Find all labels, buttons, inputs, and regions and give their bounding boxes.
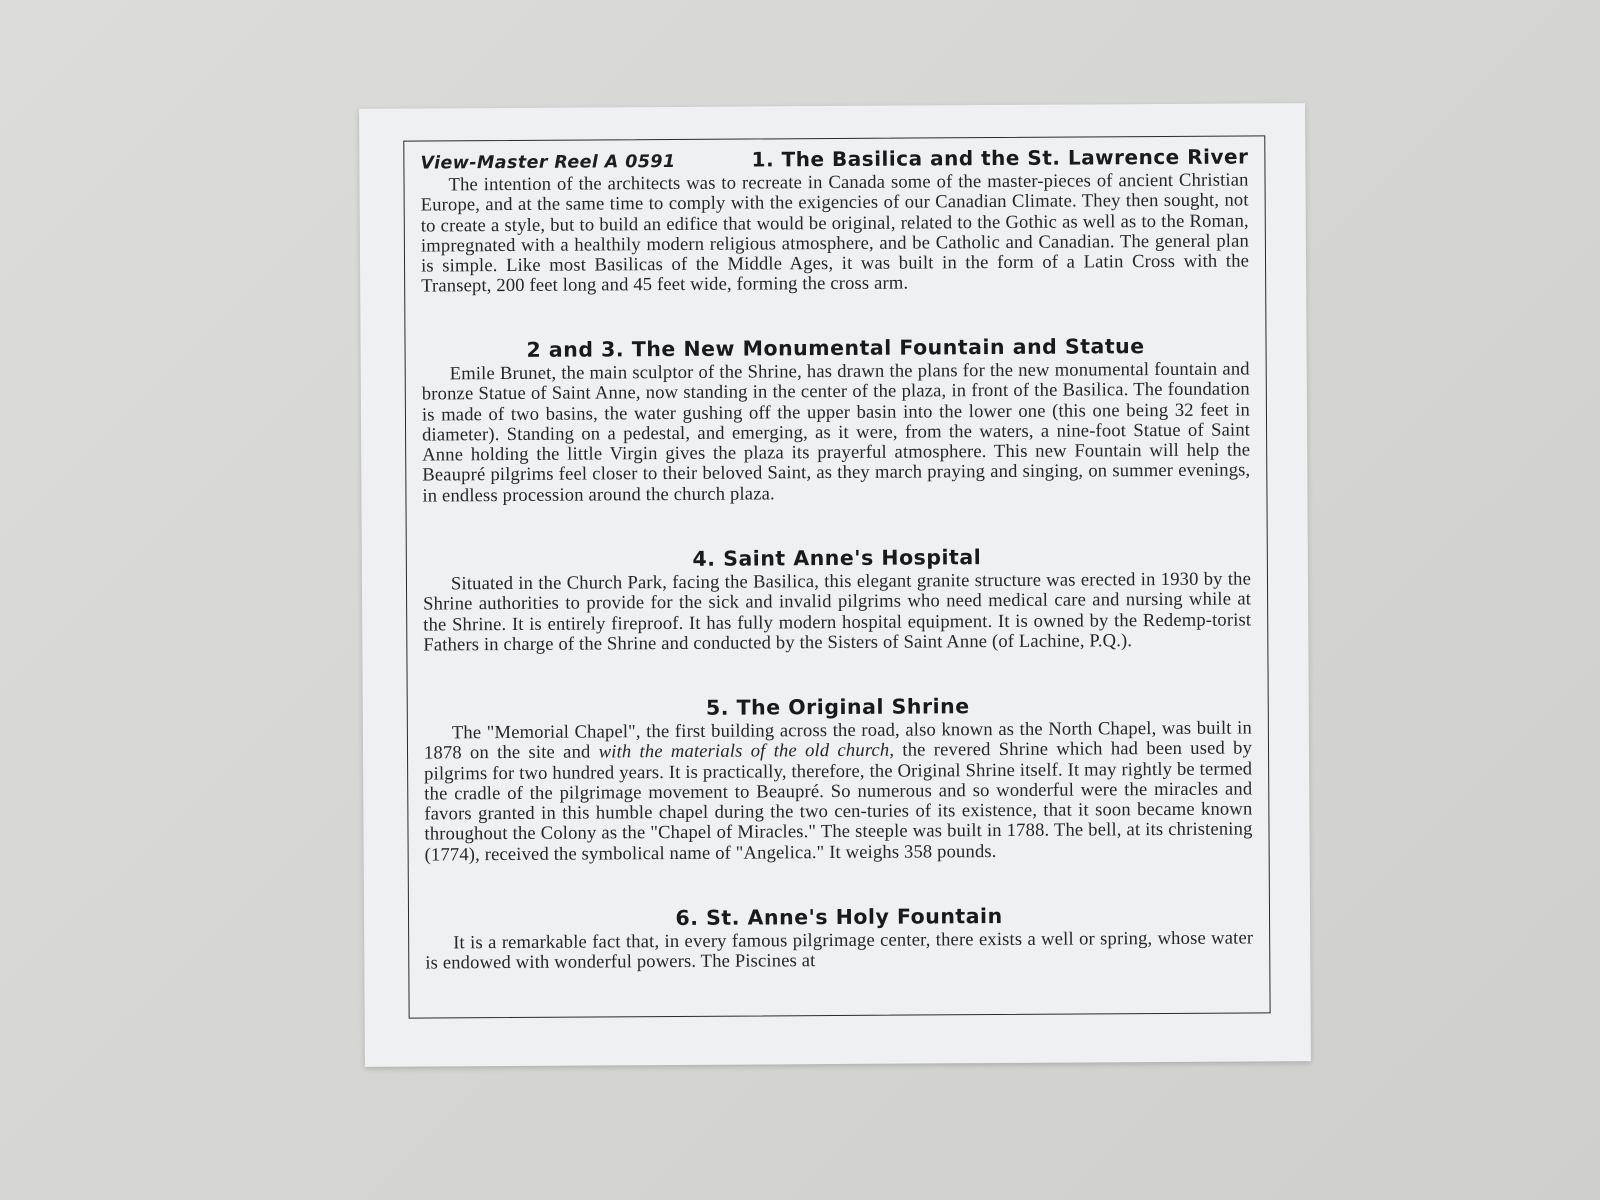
section-1-heading: 1. The Basilica and the St. Lawrence River (751, 144, 1249, 172)
section-5-text (424, 718, 1253, 906)
section-2-heading: 2 and 3. The New Monumental Fountain and Statue (526, 334, 1145, 362)
section-6-heading: 6. St. Anne's Holy Fountain (675, 903, 1003, 930)
card-text-frame (403, 135, 1270, 1018)
reel-info-card (359, 103, 1311, 1067)
section-4-heading: 4. Saint Anne's Hospital (692, 545, 982, 571)
section-5-text-end: the revered Shrine which had been used by pilgrims for two hundred years. It is practically, therefore, the Original Shrine itself. It may rightly be termed the cradle of the pilgrimage movement to Beaupré. So numerous and so wonderful were the miracles and favors granted in this humble chapel during the two cen-turies of its existence, that it soon became known throughout the Colony as the "Chapel of Miracles." The steeple was built in 1788. The bell, at its christening (1774), received the symbolical name of "Angelica." It weighs 358 pounds. (424, 737, 1253, 866)
section-1-text: The intention of the architects was to recreate in Canada some of the master-pieces of ancient Christian Europe, and at the same time to comply with the exigencies of our Canadian Climate. They then sought, not to create a style, but to build an edifice that would be original, related to the Gothic as well as to the Roman, impregnated with a healthily modern religious atmosphere, and be Catholic and Canadian. The general plan is simple. Like most Basilicas of the Middle Ages, it was built in the form of a Latin Cross with the Transept, 200 feet long and 45 feet wide, forming the cross arm. (420, 169, 1250, 298)
section-5-text-start: The "Memorial Chapel", the first building across the road, also known as the North Chapel, was built in 1878 on the site and (423, 717, 1252, 764)
section-6-text: It is a remarkable fact that, in every famous pilgrimage center, there exists a well or spring, whose water is endowed with wonderful powers. The Piscines at (425, 927, 1254, 974)
section-4-text: Situated in the Church Park, facing the Basilica, this elegant granite structure was erected in 1930 by the Shrine authorities to provide for the sick and invalid pilgrims who need medical care and nursing while at the Shrine. It is entirely fireproof. It has fully modern hospital equipment. It is owned by the Redemp-torist Fathers in charge of the Shrine and conducted by the Sisters of Saint Anne (of Lachine, P.Q.). (423, 568, 1252, 656)
section-2-text: Emile Brunet, the main sculptor of the Shrine, has drawn the plans for the new monumental fountain and bronze Statue of Saint Anne, now standing in the center of the plaza, in front of the Basilica. The foundation is made of two basins, the water gushing off the upper basin into the lower one (this one being 32 feet in diameter). Standing on a pedestal, and emerging, as it were, from the waters, a nine-foot Statue of Saint Anne holding the little Virgin gives the plaza its prayerful atmosphere. This new Fountain will help the Beaupré pilgrims feel closer to their beloved Saint, as they march praying and singing, on summer evenings, in endless procession around the church plaza. (421, 358, 1251, 507)
section-5-heading: 5. The Original Shrine (705, 694, 970, 720)
section-5-text-italic: with the materials of the old church, (598, 739, 895, 763)
reel-label: View-Master Reel A 0591 (420, 151, 676, 174)
